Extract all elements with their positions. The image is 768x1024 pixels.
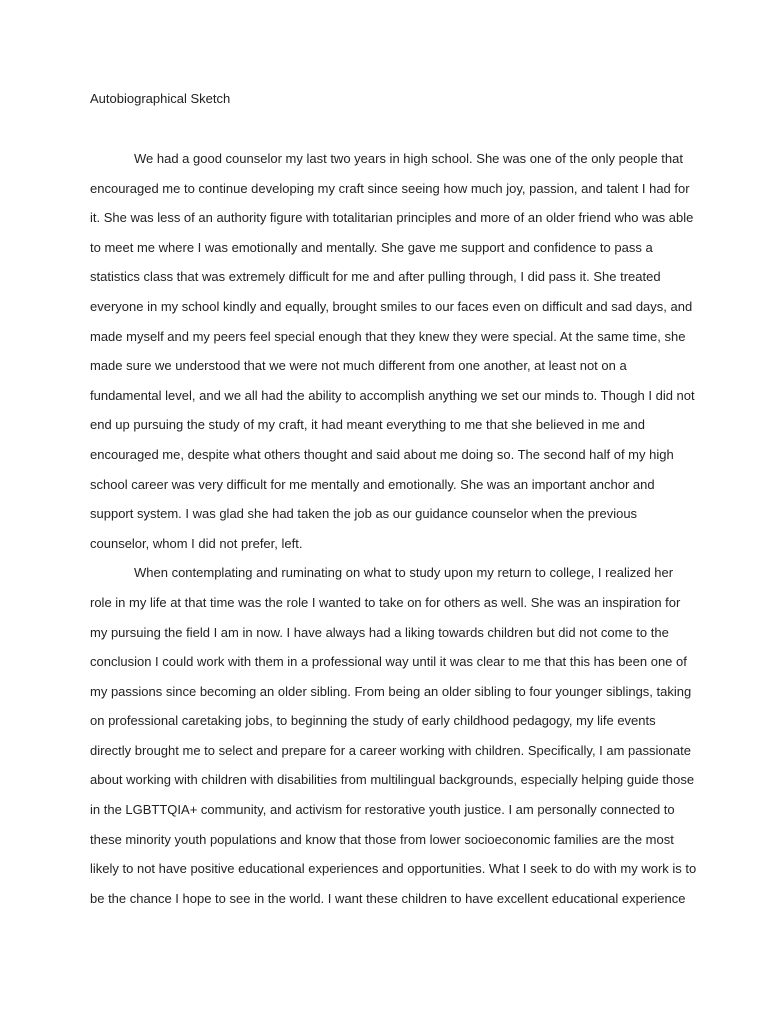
paragraph-line: be the chance I hope to see in the world. I want these children to have excellent educational experience <box>90 890 686 906</box>
paragraph-line: statistics class that was extremely difficult for me and after pulling through, I did pass it. She treated <box>90 269 661 285</box>
paragraph-line: conclusion I could work with them in a professional way until it was clear to me that this has been one of <box>90 654 687 670</box>
paragraph-line: to meet me where I was emotionally and mentally. She gave me support and confidence to pass a <box>90 239 653 255</box>
paragraph-line: my passions since becoming an older sibling. From being an older sibling to four younger siblings, taking <box>90 683 692 699</box>
paragraph-line: made myself and my peers feel special enough that they knew they were special. At the same time, she <box>90 328 686 344</box>
paragraph-line: in the LGBTTQIA+ community, and activism for restorative youth justice. I am personally connected to <box>90 802 675 818</box>
paragraph-line: school career was very difficult for me mentally and emotionally. She was an important anchor and <box>90 476 655 492</box>
paragraph-line: about working with children with disabilities from multilingual backgrounds, especially helping guide those <box>90 772 695 788</box>
document-body <box>90 148 697 917</box>
paragraph-line: counselor, whom I did not prefer, left. <box>90 535 303 551</box>
paragraph-line: We had a good counselor my last two years in high school. She was one of the only people that <box>134 151 683 166</box>
paragraph-line: directly brought me to select and prepare for a career working with children. Specifically, I am passionate <box>90 742 691 758</box>
paragraph-line: role in my life at that time was the role I wanted to take on for others as well. She was an inspiration for <box>90 594 681 610</box>
paragraph-line: When contemplating and ruminating on what to study upon my return to college, I realized her <box>134 565 674 581</box>
paragraph-line: encouraged me, despite what others thought and said about me doing so. The second half of my high <box>90 446 674 462</box>
paragraph-line: these minority youth populations and know that those from lower socioeconomic families are the most <box>90 831 674 847</box>
paragraph-line: it. She was less of an authority figure with totalitarian principles and more of an older friend who was able <box>90 210 694 226</box>
paragraph-line: end up pursuing the study of my craft, it had meant everything to me that she believed in me and <box>90 417 645 433</box>
paragraph-line: encouraged me to continue developing my craft since seeing how much joy, passion, and talent I had for <box>90 180 690 196</box>
paragraph-line: made sure we understood that we were not much different from one another, at least not on a <box>90 358 627 374</box>
paragraph-line: likely to not have positive educational experiences and opportunities. What I seek to do with my work is to <box>90 861 697 877</box>
paragraph-line: support system. I was glad she had taken the job as our guidance counselor when the previous <box>90 506 638 522</box>
paragraph-line: everyone in my school kindly and equally, brought smiles to our faces even on difficult and sad days, and <box>90 298 693 314</box>
paragraph-line: on professional caretaking jobs, to beginning the study of early childhood pedagogy, my life events <box>90 713 656 729</box>
paragraph-line: fundamental level, and we all had the ability to accomplish anything we set our minds to. Though I did not <box>90 387 695 403</box>
paragraph-line: my pursuing the field I am in now. I have always had a liking towards children but did not come to the <box>90 624 669 640</box>
document-title: Autobiographical Sketch <box>90 91 231 106</box>
